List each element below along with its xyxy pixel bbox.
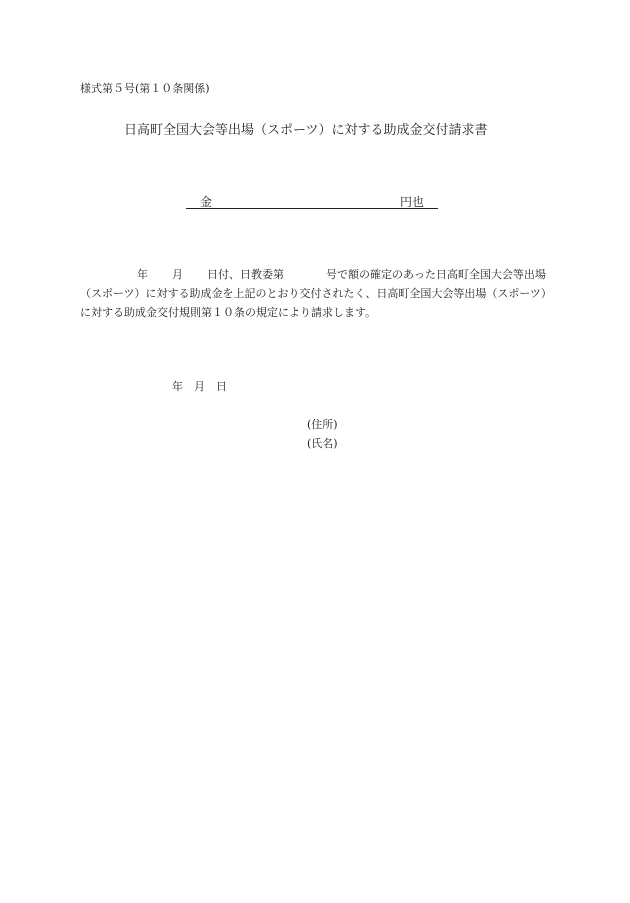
document-title: 日高町全国大会等出場（スポーツ）に対する助成金交付請求書 <box>124 123 488 138</box>
name-label: (氏名) <box>307 437 338 450</box>
request-statement <box>80 265 550 322</box>
body-month: 月 <box>172 268 183 281</box>
body-number-part: 号で額の確定のあった日高町全国大会等出場（スポーツ）に対する助成金を上記のとおり交付されたく、日高町全国大会等出場（スポーツ）に対する助成金交付規則第１０条の規定により請求します。 <box>80 268 547 319</box>
address-label: (住所) <box>307 418 338 431</box>
form-number: 様式第５号(第１０条関係) <box>80 82 210 95</box>
amount-suffix: 円也 <box>400 195 425 209</box>
date-line: 年 月 日 <box>172 380 227 393</box>
body-year: 年 <box>137 268 148 281</box>
body-day-part: 日付、日教委第 <box>207 268 284 281</box>
amount-prefix: 金 <box>200 195 213 209</box>
